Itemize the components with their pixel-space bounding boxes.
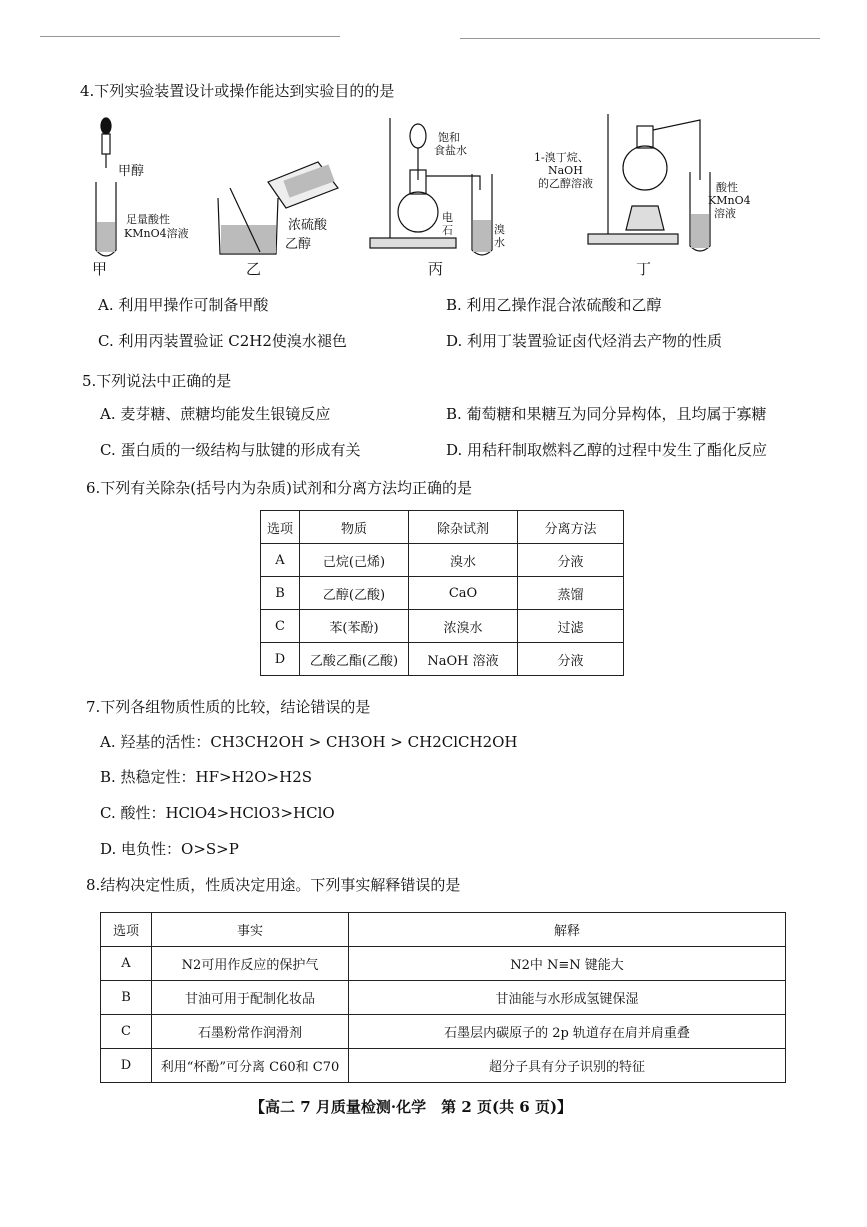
flask-bing-icon: [398, 170, 480, 232]
q6-cell: A: [261, 544, 300, 577]
q6-cell: 蒸馏: [518, 577, 624, 610]
label-jia-reagent: 甲醇: [118, 164, 145, 179]
q4-apparatus-figure: [80, 110, 780, 280]
label-bing: 丙: [428, 260, 444, 278]
table-row: [101, 1015, 786, 1049]
separatory-funnel-icon: [410, 124, 426, 180]
test-tube-bing-icon: [472, 174, 492, 255]
q6-cell: D: [261, 643, 300, 676]
label-yi: 乙: [246, 260, 262, 278]
q8-cell: B: [101, 981, 152, 1015]
q7-option-c: C. 酸性：HClO4>HClO3>HClO: [100, 804, 335, 822]
table-row: [101, 947, 786, 981]
q7-stem: 7.下列各组物质性质的比较，结论错误的是: [86, 698, 371, 716]
q6-cell: 分液: [518, 643, 624, 676]
test-tube-ding-icon: [690, 172, 710, 251]
q4-stem: 4.下列实验装置设计或操作能达到实验目的的是: [80, 82, 395, 100]
q8-cell: A: [101, 947, 152, 981]
test-tube-jia-icon: [96, 182, 116, 256]
q8-cell: D: [101, 1049, 152, 1083]
table-row: [261, 643, 624, 676]
q8-cell: 石墨粉常作润滑剂: [152, 1015, 349, 1049]
q6-header-method: 分离方法: [518, 511, 624, 544]
q6-stem: 6.下列有关除杂(括号内为杂质)试剂和分离方法均正确的是: [86, 479, 473, 497]
q5-option-d: D. 用秸秆制取燃料乙醇的过程中发生了酯化反应: [446, 441, 768, 459]
q5-option-c: C. 蛋白质的一级结构与肽键的形成有关: [100, 441, 361, 459]
q7-option-b: B. 热稳定性：HF>H2O>H2S: [100, 768, 313, 786]
label-ding-tube-3: 溶液: [714, 207, 736, 220]
q6-header-option: 选项: [261, 511, 300, 544]
q8-cell: C: [101, 1015, 152, 1049]
alcohol-lamp-icon: [626, 206, 664, 230]
q8-header-fact: 事实: [152, 913, 349, 947]
q4-option-c: C. 利用丙装置验证 C2H2使溴水褪色: [98, 332, 347, 350]
q8-header-option: 选项: [101, 913, 152, 947]
q6-cell: 苯(苯酚): [300, 610, 409, 643]
q5-option-b: B. 葡萄糖和果糖互为同分异构体，且均属于寡糖: [446, 405, 767, 423]
q5-option-a: A. 麦芽糖、蔗糖均能发生银镜反应: [100, 405, 331, 423]
table-row: [101, 981, 786, 1015]
label-bing-tube-2: 水: [494, 236, 505, 249]
q8-cell: 超分子具有分子识别的特征: [349, 1049, 786, 1083]
q6-cell: 乙醇(乙酸): [300, 577, 409, 610]
q8-cell: 石墨层内碳原子的 2p 轨道存在肩并肩重叠: [349, 1015, 786, 1049]
label-yi-acid: 浓硫酸: [288, 218, 328, 233]
q8-cell: 甘油能与水形成氢键保湿: [349, 981, 786, 1015]
q6-header-reagent: 除杂试剂: [409, 511, 518, 544]
label-yi-alcohol: 乙醇: [285, 237, 312, 252]
label-bing-funnel-1: 饱和: [438, 131, 460, 144]
q8-cell: 甘油可用于配制化妆品: [152, 981, 349, 1015]
label-ding-tube-1: 酸性: [716, 181, 738, 194]
q6-header-substance: 物质: [300, 511, 409, 544]
label-bing-funnel-2: 食盐水: [434, 144, 467, 157]
beaker-yi-icon: [218, 188, 278, 254]
q8-cell: 利用“杯酚”可分离 C60和 C70: [152, 1049, 349, 1083]
q8-table: [100, 912, 786, 1083]
label-bing-solid-2: 石: [442, 224, 453, 237]
round-flask-ding-icon: [623, 120, 700, 190]
label-bing-solid-1: 电: [442, 211, 453, 224]
dropper-icon: [101, 118, 111, 168]
label-bing-tube-1: 溴: [494, 223, 505, 236]
q6-cell: NaOH 溶液: [409, 643, 518, 676]
q6-cell: 浓溴水: [409, 610, 518, 643]
label-ding-flask-1: 1-溴丁烷、: [534, 151, 589, 164]
q8-stem: 8.结构决定性质，性质决定用途。下列事实解释错误的是: [86, 876, 461, 894]
q6-cell: CaO: [409, 577, 518, 610]
q6-cell: B: [261, 577, 300, 610]
q8-cell: N2中 N≡N 键能大: [349, 947, 786, 981]
q6-cell: 分液: [518, 544, 624, 577]
q4-option-a: A. 利用甲操作可制备甲酸: [98, 296, 269, 314]
q6-cell: 己烷(己烯): [300, 544, 409, 577]
table-row: [261, 577, 624, 610]
label-ding-flask-3: 的乙醇溶液: [538, 177, 593, 190]
q4-option-d: D. 利用丁装置验证卤代烃消去产物的性质: [446, 332, 723, 350]
label-ding: 丁: [636, 260, 652, 278]
q8-cell: N2可用作反应的保护气: [152, 947, 349, 981]
table-row: [261, 544, 624, 577]
q8-header-explanation: 解释: [349, 913, 786, 947]
label-jia-solution-1: 足量酸性: [126, 213, 170, 226]
label-jia: 甲: [92, 260, 108, 278]
q4-option-b: B. 利用乙操作混合浓硫酸和乙醇: [446, 296, 662, 314]
q6-cell: 乙酸乙酯(乙酸): [300, 643, 409, 676]
label-ding-flask-2: NaOH: [548, 164, 583, 177]
table-row: [261, 610, 624, 643]
q6-table: [260, 510, 624, 676]
q6-cell: 过滤: [518, 610, 624, 643]
label-jia-solution-2: KMnO4溶液: [124, 227, 189, 240]
q6-cell: C: [261, 610, 300, 643]
q5-stem: 5.下列说法中正确的是: [82, 372, 232, 390]
reagent-bottle-icon: [268, 162, 338, 208]
label-ding-tube-2: KMnO4: [708, 194, 751, 207]
table-row: [101, 1049, 786, 1083]
page-footer: 【高二 7 月质量检测·化学 第 2 页(共 6 页)】: [250, 1098, 573, 1116]
q7-option-d: D. 电负性：O>S>P: [100, 840, 239, 858]
q7-option-a: A. 羟基的活性：CH3CH2OH > CH3OH > CH2ClCH2OH: [100, 733, 518, 751]
q6-cell: 溴水: [409, 544, 518, 577]
